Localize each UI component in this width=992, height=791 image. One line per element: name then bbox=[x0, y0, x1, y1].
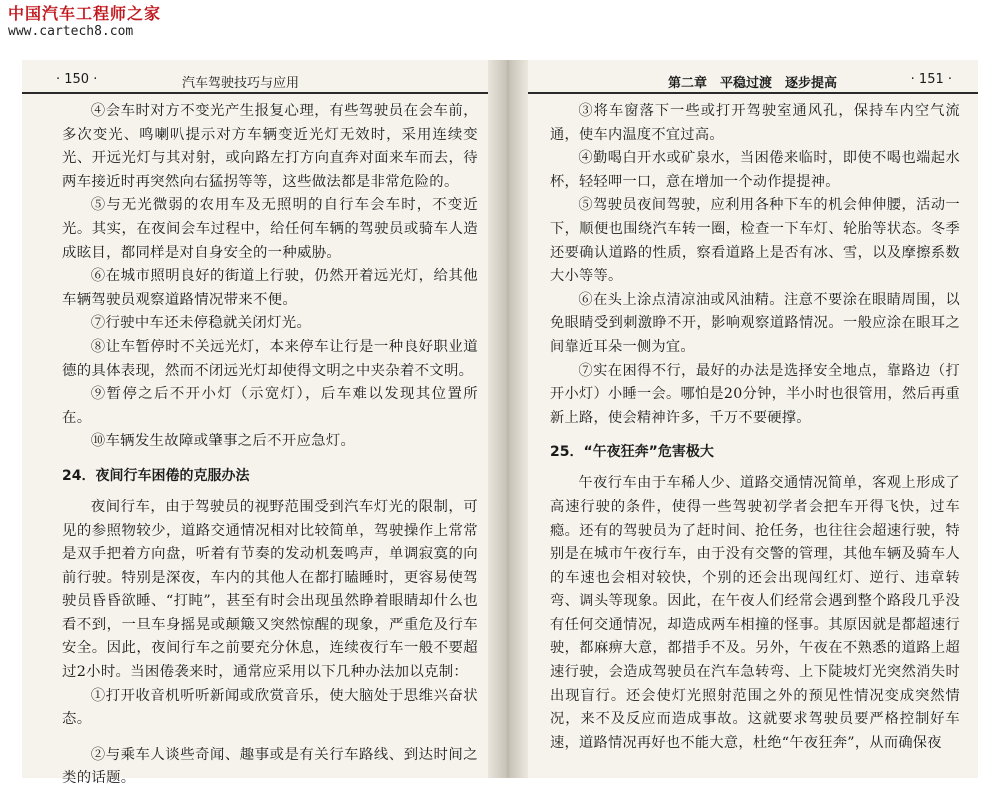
paragraph: 午夜行车由于车稀人少、道路交通情况简单，客观上形成了高速行驶的条件，使得一些驾驶初学者会把车开得飞快，过车瘾。还有的驾驶员为了赶时间、抢任务，也往往会超速行驶，特别是在城市午夜行车，由于没有交警的管理，其他车辆及骑车人的车速也会相对较快，个别的还会出现闯红灯、逆行、违章转弯、调头等现象。因此，在午夜人们经常会遇到整个路段几乎没有任何交通情况，却造成两车相撞的怪事。其原因就是都超速行驶，都麻痹大意，都措手不及。另外，午夜在不熟悉的道路上超速行驶，会造成驾驶员在汽车急转弯、上下陡坡灯光突然消失时出现盲行。还会使灯光照射范围之外的预见性情况变成突然情况，来不及反应而造成事故。这就要求驾驶员要严格控制好车速，道路情况再好也不能大意，杜绝“午夜狂奔”，从而确保夜 bbox=[550, 475, 960, 751]
left-page-header bbox=[22, 60, 488, 94]
paragraph: ④勤喝白开水或矿泉水，当困倦来临时，即使不喝也端起水杯，轻轻呷一口，意在增加一个动作提提神。 bbox=[550, 150, 960, 190]
paragraph: ①打开收音机听听新闻或欣赏音乐，使大脑处于思维兴奋状态。 bbox=[62, 687, 478, 728]
paragraph: ⑤驾驶员夜间驾驶，应利用各种下车的机会伸伸腰，活动一下，顺便也围绕汽车转一圈，检查一下车灯、轮胎等状态。冬季还要确认道路的性质，察看道路上是否有冰、雪，以及摩擦系数大小等等。 bbox=[550, 197, 960, 285]
paragraph: ⑤与无光微弱的农用车及无照明的自行车会车时，不变近光。其实，在夜间会车过程中，给任何车辆的驾驶员或骑车人造成眩目，都同样是对自身安全的一种威胁。 bbox=[62, 197, 478, 261]
right-page-header bbox=[528, 60, 978, 94]
paragraph: ⑥在城市照明良好的街道上行驶，仍然开着远光灯，给其他车辆驾驶员观察道路情况带来不便。 bbox=[62, 268, 478, 308]
watermark-name: 中国汽车工程师之家 bbox=[8, 4, 162, 23]
paragraph: ⑦实在困得不行，最好的办法是选择安全地点，靠路边（打开小灯）小睡一会。哪怕是20分钟，半小时也很管用，然后再重新上路，使会精神许多，千万不要硬撑。 bbox=[550, 362, 960, 426]
chapter-title: 第二章 平稳过渡 逐步提高 bbox=[668, 76, 838, 91]
paragraph: ⑥在头上涂点清凉油或风油精。注意不要涂在眼睛周围，以免眼睛受到刺激睁不开，影响观察道路情况。一般应涂在眼耳之间靠近耳朵一侧为宜。 bbox=[550, 291, 960, 355]
paragraph: ⑧让车暂停时不关远光灯，本来停车让行是一种良好职业道德的具体表现，然而不闭远光灯却使得文明之中夹杂着不文明。 bbox=[62, 338, 478, 379]
left-book-title: 汽车驾驶技巧与应用 bbox=[182, 76, 300, 91]
paragraph: ②与乘车人谈些奇闻、趣事或是有关行车路线、到达时间之类的话题。 bbox=[62, 746, 478, 787]
book-spine bbox=[488, 60, 528, 778]
right-page bbox=[528, 60, 978, 778]
paragraph: ⑦行驶中车还未停稳就关闭灯光。 bbox=[90, 315, 312, 332]
section-heading-25: 25．“午夜狂奔”危害极大 bbox=[550, 444, 714, 461]
left-page-number: · 150 · bbox=[56, 72, 98, 87]
paragraph: 夜间行车，由于驾驶员的视野范围受到汽车灯光的限制，可见的参照物较少，道路交通情况相对比较简单，驾驶操作上常常是双手把着方向盘，听着有节奏的发动机轰鸣声，单调寂寞的向前行驶。特别是深夜，车内的其他人在都打瞌睡时，更容易使驾驶员昏昏欲睡、“打盹”，甚至有时会出现虽然睁着眼睛却什么也看不到，一旦车身摇晃或颠簸又突然惊醒的现象，严重危及行车安全。因此，夜间行车之前要充分休息，连续夜行车一般不要超过2小时。当困倦袭来时，通常应采用以下几种办法加以克制： bbox=[62, 498, 478, 681]
site-watermark bbox=[8, 6, 161, 38]
left-page-body bbox=[22, 94, 488, 791]
watermark-url: www.cartech8.com bbox=[8, 23, 134, 39]
section-heading-24: 24．夜间行车困倦的克服办法 bbox=[62, 467, 250, 484]
right-page-body bbox=[528, 94, 978, 755]
paragraph: ⑨暂停之后不开小灯（示宽灯），后车难以发现其位置所在。 bbox=[62, 386, 478, 426]
left-page bbox=[22, 60, 488, 787]
paragraph: ⑩车辆发生故障或肇事之后不开应急灯。 bbox=[90, 433, 356, 450]
paragraph: ④会车时对方不变光产生报复心理，有些驾驶员在会车前，多次变光、鸣喇叭提示对方车辆变近光灯无效时，采用连续变光、开远光灯与其对射，或向路左打方向直奔对面来车而去，待两车接近时再突然向右猛拐等等，这些做法都是非常危险的。 bbox=[62, 103, 478, 190]
paragraph: ③将车窗落下一些或打开驾驶室通风孔，保持车内空气流通，使车内温度不宜过高。 bbox=[550, 103, 960, 143]
right-page-number: · 151 · bbox=[910, 72, 952, 87]
